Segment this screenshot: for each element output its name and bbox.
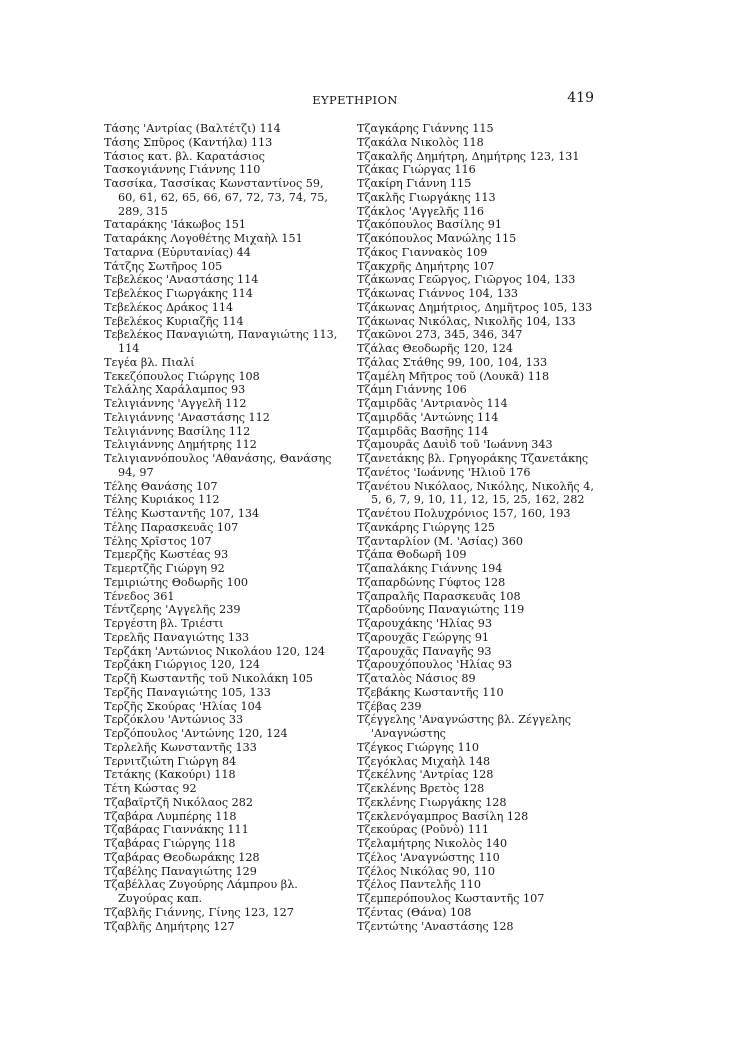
index-entry: Τζαμουρᾶς Δαυὶδ τοῦ 'Ιωάννη 343 [357, 438, 553, 452]
index-entry: Τζαγκάρης Γιάννης 115 [357, 122, 494, 135]
index-entry: Τζαρουχάκης 'Ηλίας 93 [357, 617, 492, 630]
index-entry: Τζαπαρδώνης Γύφτος 128 [357, 575, 506, 589]
index-entry: Ταταρνα (Εὐρυτανίας) 44 [104, 245, 251, 259]
index-entry: Τερζῆ Κωσταντῆς τοῦ Νικολάκη 105 [104, 672, 313, 685]
index-entry: Τζαρουχᾶς Παναγῆς 93 [357, 644, 492, 658]
index-entry: Ταταράκης 'Ιάκωβος 151 [104, 218, 246, 232]
index-entry: Τέντζερης 'Αγγελῆς 239 [104, 603, 241, 617]
index-entry: Τασσίκα, Τασσίκας Κωνσταντίνος 59, 60, 61, 62, 65, 66, 67, 72, 73, 74, 75, 289, 315 [104, 177, 328, 218]
index-entry: Τελάλης Χαράλαμπος 93 [104, 383, 246, 397]
index-entry: Τζεβάκης Κωσταντῆς 110 [357, 685, 504, 699]
index-entry: Τζεκούρας (Ροῦνὸ) 111 [357, 823, 490, 837]
index-entry: Τερζάκη Γιώργιος 120, 124 [104, 658, 261, 672]
index-entry: Τάσης Σπῦρος (Καντήλα) 113 [104, 135, 273, 149]
index-entry: Ταταράκης Λογοθέτης Μιχαὴλ 151 [104, 232, 303, 245]
index-entry: Τεβελέκος Παναγιώτη, Παναγιώτης 113, 114 [104, 328, 338, 355]
index-entry: Τερζῆς Σκούρας 'Ηλίας 104 [104, 699, 262, 713]
index-entry: Τζάκλος 'Αγγελῆς 116 [357, 204, 485, 218]
index-entry: Τερζῆς Παναγιώτης 105, 133 [104, 685, 271, 699]
index-entry: Τζάκωνας Νικόλας, Νικολῆς 104, 133 [357, 314, 576, 328]
index-entry: Τζανέτου Πολυχρόνιος 157, 160, 193 [357, 507, 571, 520]
index-entry: Τζέβας 239 [357, 699, 422, 713]
index-entry: Τεβελέκος Γιωργάκης 114 [104, 287, 253, 300]
index-entry: Τεβελέκος 'Αναστάσης 114 [104, 273, 259, 287]
index-entry: Τζέλος 'Αναγνώστης 110 [357, 850, 500, 864]
index-entry: Τζαβλῆς Δημήτρης 127 [104, 919, 235, 933]
index-entry: Τζακόπουλος Μανώλης 115 [357, 232, 517, 245]
index-entry: Τζαπραλῆς Παρασκευᾶς 108 [357, 589, 521, 603]
index-entry: Τζεκέλνης 'Αντρίας 128 [357, 768, 494, 782]
index-entry: Τεκεζόπουλος Γιώργης 108 [104, 369, 260, 383]
index-entry: Τζαταλὸς Νάσιος 89 [357, 672, 476, 685]
index-entry: Τζέλος Παντελῆς 110 [357, 878, 482, 892]
index-entry: Τελιγιάννης 'Αναστάσης 112 [104, 410, 270, 424]
index-entry: Τζέγγελης 'Αναγνώστης βλ. Ζέγγελης 'Αναγνώστης [357, 713, 572, 740]
index-entry: Τεγέα βλ. Πιαλί [104, 355, 195, 369]
index-entry: Τζακλῆς Γιωργάκης 113 [357, 190, 496, 204]
index-entry: Τερνιτζιώτη Γιώργη 84 [104, 754, 237, 768]
index-entry: Τζεκλενόγαμπρος Βασίλη 128 [357, 809, 529, 823]
index-entry: Τελιγιάννης Βασίλης 112 [104, 424, 251, 438]
index-entry: Τετάκης (Κακούρι) 118 [104, 768, 236, 782]
index-entry: Τέλης Κυριάκος 112 [104, 493, 220, 507]
index-entry: Τζαρδούνης Παναγιώτης 119 [357, 603, 525, 617]
index-entry: Τέλης Κωσταντῆς 107, 134 [104, 507, 260, 520]
index-entry: Τζακαλῆς Δημήτρη, Δημήτρης 123, 131 [357, 149, 580, 163]
index-entry: Τζαρουχᾶς Γεώργης 91 [357, 630, 490, 644]
index-entry: Τένεδος 361 [104, 589, 175, 603]
index-entry: Τερζόκλου 'Αντώνιος 33 [104, 713, 244, 727]
index-entry: Τερζάκη 'Αντώνιος Νικολάου 120, 124 [104, 644, 326, 658]
index-entry: Τζακάλα Νικολὸς 118 [357, 135, 484, 149]
index-entry: Τζέγκος Γιώργης 110 [357, 740, 479, 754]
index-entry: Τζαμιρδᾶς 'Αντώνης 114 [357, 410, 499, 424]
index-entry: Τζαβέλλας Ζυγούρης Λάμπρου βλ. Ζυγούρας καπ. [104, 878, 298, 905]
index-entry: Τζάπα Θοδωρῆ 109 [357, 548, 467, 562]
index-entry: Τάτζης Σωτῆρος 105 [104, 259, 223, 273]
index-entry: Τέτη Κώστας 92 [104, 782, 197, 795]
index-entry: Τζέντας (Θάνα) 108 [357, 905, 472, 919]
index-entry: Τζανέτου Νικόλαος, Νικόλης, Νικολῆς 4, 5, 6, 7, 9, 10, 11, 12, 15, 25, 162, 282 [357, 479, 594, 507]
index-entry: Τεβελέκος Κυριαζῆς 114 [104, 314, 244, 328]
index-entry: Τεμερτζῆς Γιώργη 92 [104, 562, 225, 575]
index-entry: Τζαβάρας Γιαννάκης 111 [104, 823, 249, 837]
index-entry: Τζέλος Νικόλας 90, 110 [357, 864, 496, 878]
index-entry: Τζακῶνοι 273, 345, 346, 347 [357, 328, 523, 342]
index-entry: Τζαβλῆς Γιάννης, Γίνης 123, 127 [104, 905, 294, 919]
index-entry: Τζαβέλης Παναγιώτης 129 [104, 864, 257, 878]
index-column-right [357, 122, 597, 933]
index-entry: Τέλης Χρῖστος 107 [104, 534, 212, 548]
running-title: ΕΥΡΕΤΗΡΙΟΝ [312, 93, 398, 107]
index-entry: Τζεγόκλας Μιχαὴλ 148 [357, 754, 491, 768]
index-entry: Τελιγιαννόπουλος 'Αθανάσης, Θανάσης 94, 97 [104, 452, 332, 479]
index-entry: Τζανέτος 'Ιωάννης 'Ηλιοῦ 176 [357, 465, 531, 479]
index-column-left [104, 122, 340, 933]
index-entry: Τζεντώτης 'Αναστάσης 128 [357, 919, 514, 933]
index-entry: Τζάκωνας Γιάννος 104, 133 [357, 287, 519, 300]
index-entry: Τεργέστη βλ. Τριέστι [104, 617, 224, 630]
index-entry: Τζανταρλίον (Μ. 'Ασίας) 360 [357, 534, 523, 548]
index-entry: Τερζόπουλος 'Αντώνης 120, 124 [104, 727, 288, 740]
index-entry: Τζαβαϊρτζῆ Νικόλαος 282 [104, 795, 254, 809]
index-entry: Τζάμη Γιάννης 106 [357, 383, 467, 397]
index-entry: Τζαβάρας Θεοδωράκης 128 [104, 850, 260, 864]
index-entry: Τζάκωνας Γεῶργος, Γιῶργος 104, 133 [357, 273, 576, 287]
index-entry: Τζεκλένης Βρετὸς 128 [357, 782, 485, 795]
index-entry: Τζεμπερόπουλος Κωσταντῆς 107 [357, 892, 545, 905]
index-entry: Τέλης Παρασκευᾶς 107 [104, 520, 239, 534]
index-entry: Τζάκωνας Δημήτριος, Δημῆτρος 105, 133 [357, 300, 593, 314]
index-entry: Τάσιος κατ. βλ. Καρατάσιος [104, 149, 265, 163]
index-entry: Τζαβάρα Λυμπέρης 118 [104, 809, 237, 823]
index-entry: Τασκογιάννης Γιάννης 110 [104, 163, 261, 177]
index-entry: Τζάκος Γιαννακὸς 109 [357, 245, 488, 259]
index-entry: Τζάκας Γιώργας 116 [357, 163, 476, 177]
index-entry: Τζακχρῆς Δημήτρης 107 [357, 259, 495, 273]
index-entry: Τζαμέλη Μῆτρος τοῦ (Λουκᾶ) 118 [357, 369, 550, 383]
index-entry: Τερελῆς Παναγιώτης 133 [104, 630, 250, 644]
index-entry: Τζάλας Θεοδωρῆς 120, 124 [357, 342, 514, 355]
index-entry: Τζανετάκης βλ. Γρηγοράκης Τζανετάκης [357, 452, 589, 465]
index-entry: Τζαβάρας Γιώργης 118 [104, 837, 236, 850]
index-entry: Τζαμιρδᾶς Βασῆης 114 [357, 424, 489, 438]
index-entry: Τζακίρη Γιάννη 115 [357, 177, 472, 190]
index-entry: Τζάλας Στάθης 99, 100, 104, 133 [357, 355, 548, 369]
index-entry: Τζελαμήτρης Νικολὸς 140 [357, 837, 508, 850]
index-entry: Τζαπαλάκης Γιάννης 194 [357, 562, 503, 575]
index-entry: Τεμερζῆς Κωστέας 93 [104, 548, 229, 562]
index-entry: Τελιγιάννης Δημήτρης 112 [104, 438, 257, 452]
index-entry: Τεμιριώτης Θοδωρῆς 100 [104, 575, 248, 589]
index-entry: Τελιγιάννης 'Αγγελῆ 112 [104, 397, 247, 410]
index-entry: Τζεκλένης Γιωργάκης 128 [357, 795, 507, 809]
index-entry: Τζαρουχόπουλος 'Ηλίας 93 [357, 658, 513, 672]
page-number: 419 [567, 90, 594, 106]
index-entry: Τζανκάρης Γιώργης 125 [357, 520, 495, 534]
index-entry: Τεβελέκος Δράκος 114 [104, 300, 234, 314]
index-entry: Τάσης 'Αντρίας (Βαλτέτζι) 114 [104, 122, 281, 135]
index-entry: Τερλελῆς Κωνσταντῆς 133 [104, 740, 257, 754]
index-entry: Τζαμιρδᾶς 'Αντριανὸς 114 [357, 397, 508, 410]
index-entry: Τζακόπουλος Βασίλης 91 [357, 218, 502, 232]
index-entry: Τέλης Θανάσης 107 [104, 479, 218, 493]
